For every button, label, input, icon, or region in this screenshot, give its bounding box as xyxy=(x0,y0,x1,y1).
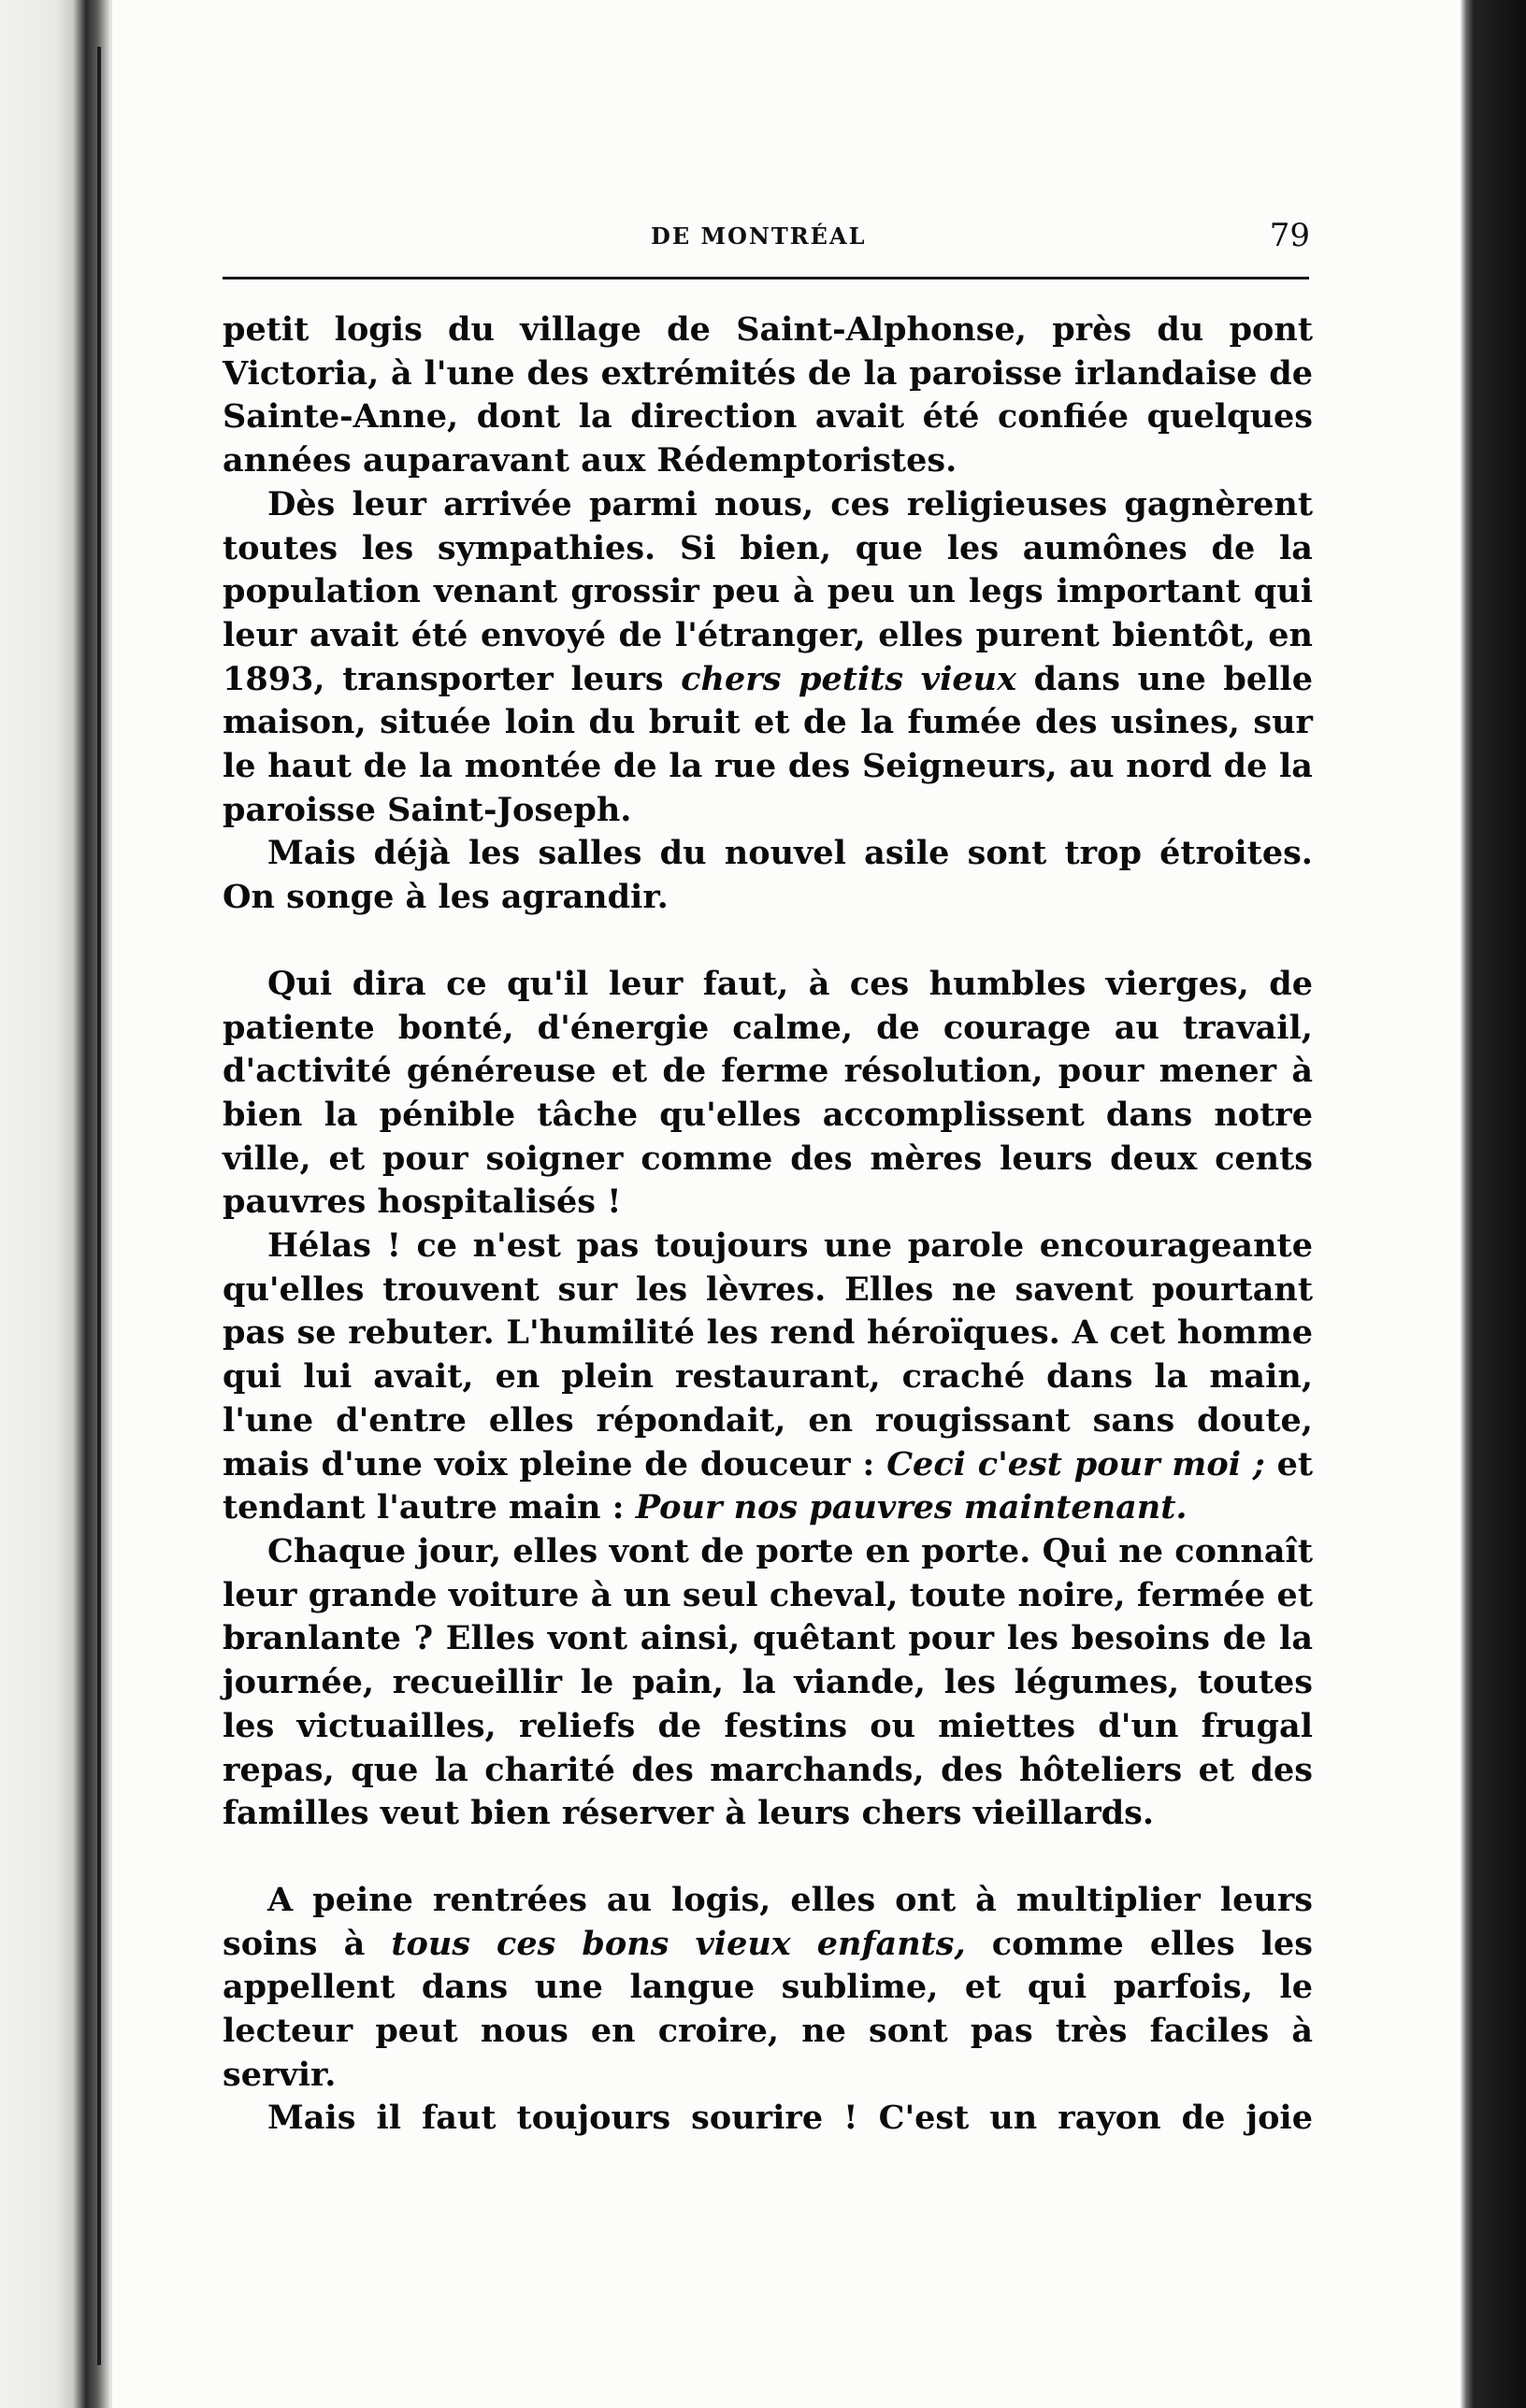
paragraph-7 xyxy=(223,1879,1313,2098)
page-number: 79 xyxy=(1269,217,1310,254)
header-rule xyxy=(223,277,1309,280)
running-head: DE MONTRÉAL xyxy=(651,222,867,250)
p5-italic-1: Ceci c'est pour moi ; xyxy=(886,1444,1265,1484)
p2-italic: chers petits vieux xyxy=(681,659,1016,698)
p2-text-a: Dès leur arrivée parmi nous, ces religieuses gagnèrent toutes les sympathies. Si bien, que les aumônes de la population venant grossir peu à peu un legs important qui leur avait été envoyé de l'étranger, elles purent bientôt, en 1893, transporter leurs xyxy=(223,484,1313,698)
paragraph-3: Mais déjà les salles du nouvel asile sont trop étroites. On songe à les agrandir. xyxy=(223,834,1313,917)
paragraph-6: Chaque jour, elles vont de porte en porte. Qui ne connaît leur grande voiture à un seul cheval, toute noire, fermée et branlante ? Elles vont ainsi, quêtant pour les besoins de la journée, recueillir le pain, la viande, les légumes, toutes les victuailles, reliefs de festins ou miettes d'un frugal repas, que la charité des marchands, des hôteliers et des familles veut bien réserver à leurs chers vieillards. xyxy=(223,1531,1313,1833)
body-text xyxy=(223,308,1313,2141)
paragraph-5 xyxy=(223,1225,1313,1530)
paragraph-1: petit logis du village de Saint-Alphonse, près du pont Victoria, à l'une des extrémités de la paroisse irlandaise de Sainte-Anne, dont la direction avait été confiée quelques années auparavant aux Rédemptoristes. xyxy=(223,310,1313,480)
p5-italic-2: Pour nos pauvres maintenant. xyxy=(635,1488,1188,1527)
p5-text-a: Hélas ! ce n'est pas toujours une parole encourageante qu'elles trouvent sur les lèvres. Elles ne savent pourtant pas se rebuter. L'humilité les rend héroïques. A cet homme qui lui avait, en plein restaurant, craché dans la main, l'une d'entre elles répondait, en rougissant sans doute, mais d'une voix pleine de douceur : xyxy=(223,1226,1313,1484)
p7-text-b: comme elles les appellent dans une langue sublime, et qui parfois, le lecteur peut nous en croire, ne sont pas très faciles à servir. xyxy=(223,1924,1314,2094)
p2-text-b: dans une belle maison, située loin du bruit et de la fumée des usines, sur le haut de la montée de la rue des Seigneurs, au nord de la paroisse Saint-Joseph. xyxy=(223,659,1313,829)
book-edge-right xyxy=(1461,0,1526,2408)
book-gutter-left xyxy=(0,0,112,2408)
p7-text-a: A peine rentrées au logis, elles ont à multiplier leurs soins à xyxy=(223,1880,1313,1963)
p5-text-b: et tendant l'autre main : xyxy=(223,1444,1314,1527)
paragraph-4: Qui dira ce qu'il leur faut, à ces humbles vierges, de patiente bonté, d'énergie calme, de courage au travail, d'activité généreuse et de ferme résolution, pour mener à bien la pénible tâche qu'elles accomplissent dans notre ville, et pour soigner comme des mères leurs deux cents pauvres hospitalisés ! xyxy=(223,964,1313,1222)
page-header xyxy=(221,217,1310,258)
binding-edge xyxy=(97,47,101,2365)
p7-italic: tous ces bons vieux enfants, xyxy=(391,1924,966,1963)
paragraph-8: Mais il faut toujours sourire ! C'est un rayon de joie xyxy=(267,2099,1313,2138)
paragraph-2 xyxy=(223,483,1313,833)
